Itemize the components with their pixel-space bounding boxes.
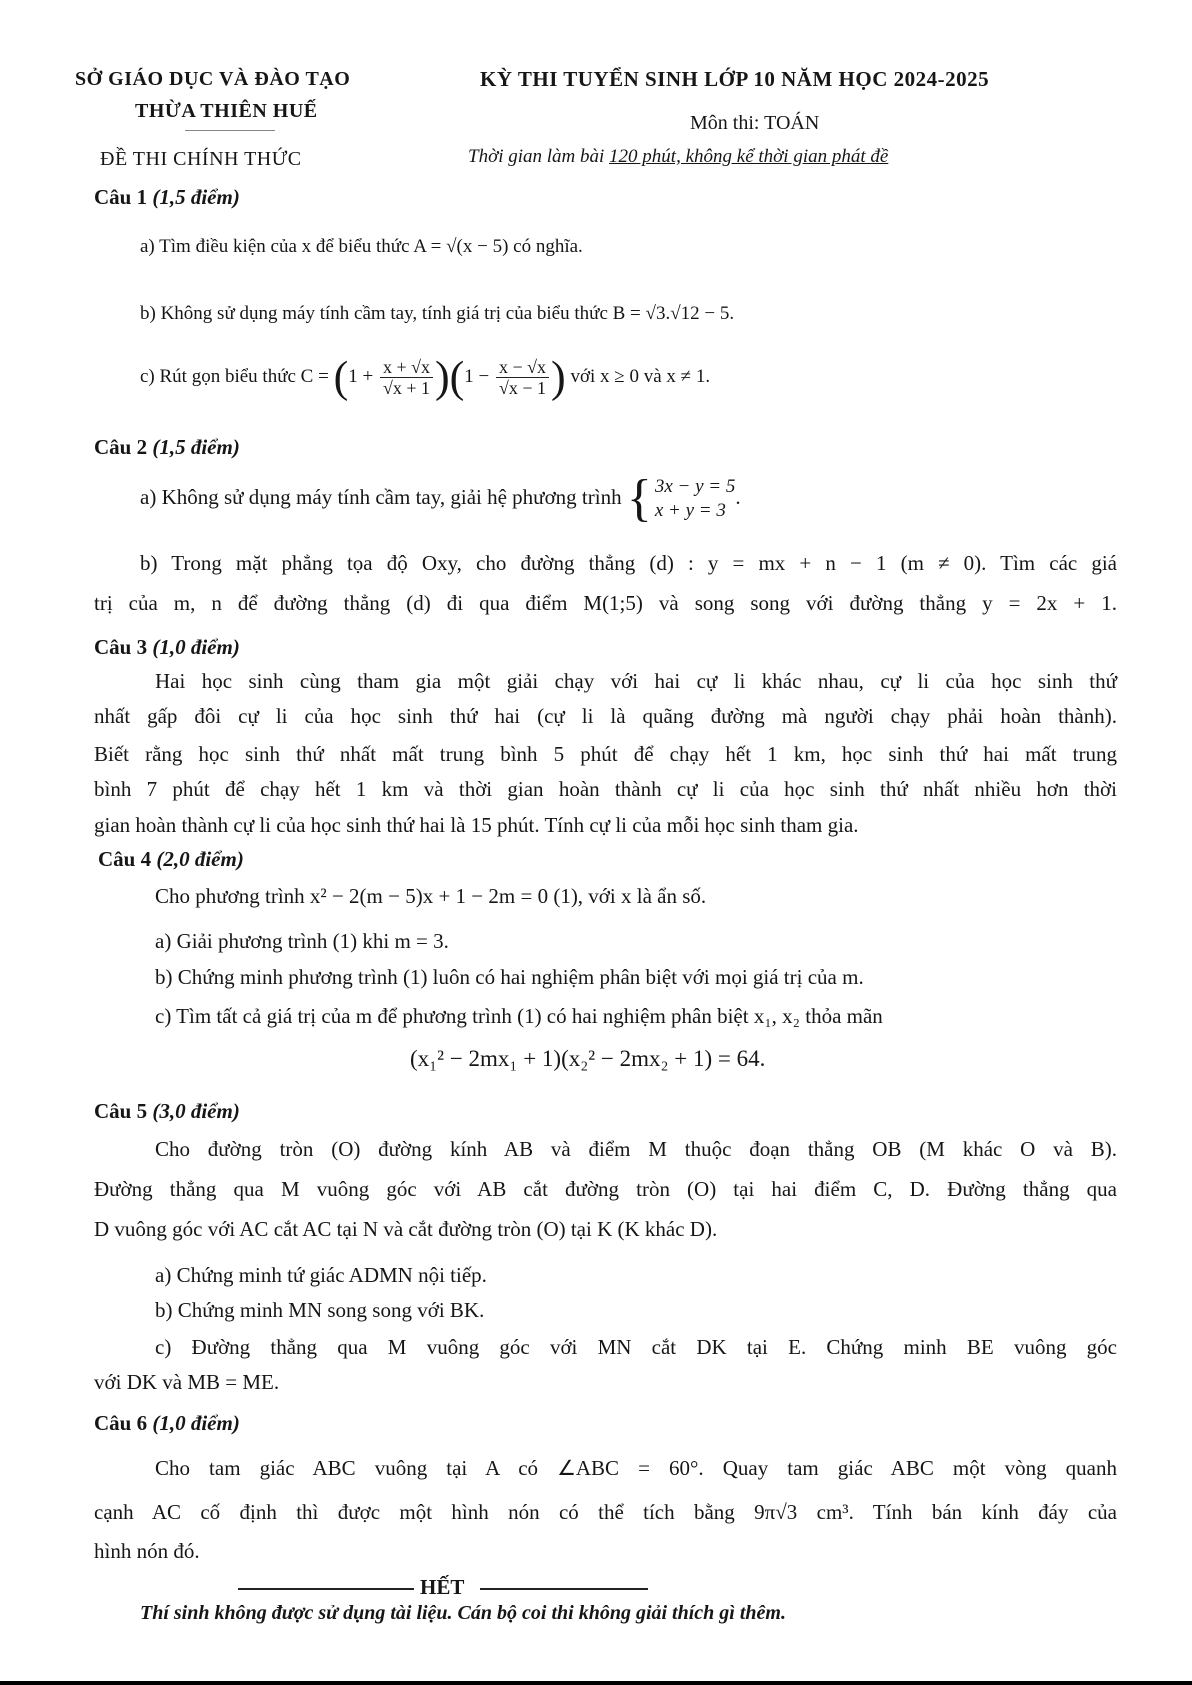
question-6-line: hình nón đó. [94, 1539, 200, 1563]
duration-value: 120 phút, không kể thời gian phát đề [609, 146, 889, 167]
end-rule-left [238, 1588, 414, 1590]
header-divider [185, 130, 275, 131]
fraction-1: $\frac{x + √x}{√x + 1}$ [380, 357, 433, 398]
question-4-heading: Câu 4 (2,0 điểm) [98, 847, 244, 871]
question-6-heading: Câu 6 (1,0 điểm) [94, 1411, 240, 1435]
duration-label: Thời gian làm bài [468, 146, 605, 167]
page-bottom-border [0, 1681, 1192, 1685]
end-rule-right [480, 1588, 648, 1590]
question-4b: b) Chứng minh phương trình (1) luôn có hai nghiệm phân biệt với mọi giá trị của m. [155, 965, 864, 989]
question-1-heading: Câu 1 (1,5 điểm) [94, 185, 240, 209]
fraction-2: $\frac{x - √x}{√x - 1}$ [496, 357, 549, 398]
question-6-line: Cho tam giác ABC vuông tại A có ∠ABC = 60°. Quay tam giác ABC một vòng quanh [155, 1456, 1117, 1480]
province-name: THỪA THIÊN HUẾ [135, 100, 318, 122]
question-2b-line-2: trị của m, n để đường thẳng (d) đi qua điểm M(1;5) và song song với đường thẳng y = 2x + 1. [94, 591, 1117, 615]
question-3-line: gian hoàn thành cự li của học sinh thứ hai là 15 phút. Tính cự li của mỗi học sinh tham gia. [94, 813, 859, 837]
question-2-heading: Câu 2 (1,5 điểm) [94, 435, 240, 459]
end-marker: HẾT [420, 1575, 465, 1599]
official-label: ĐỀ THI CHÍNH THỨC [100, 148, 302, 170]
question-4-intro: Cho phương trình x² − 2(m − 5)x + 1 − 2m = 0 (1), với x là ẩn số. [155, 884, 707, 908]
question-3-line: bình 7 phút để chạy hết 1 km và thời gian hoàn thành cự li của học sinh thứ nhất nhiều hơn thời [94, 777, 1117, 801]
exam-title: KỲ THI TUYỂN SINH LỚP 10 NĂM HỌC 2024-2025 [480, 67, 990, 91]
question-5b: b) Chứng minh MN song song với BK. [155, 1298, 485, 1322]
question-1c: c) Rút gọn biểu thức C = (1 + $\frac{x + √x}{√x + 1}$ )(1 − $\frac{x - √x}{√x - 1}$ ) với x ≥ 0 và x ≠ 1. [140, 352, 711, 402]
question-5a: a) Chứng minh tứ giác ADMN nội tiếp. [155, 1263, 487, 1287]
question-2b-line-1: b) Trong mặt phẳng tọa độ Oxy, cho đường thẳng (d) : y = mx + n − 1 (m ≠ 0). Tìm các giá [140, 551, 1117, 575]
question-5-heading: Câu 5 (3,0 điểm) [94, 1099, 240, 1123]
question-4c: c) Tìm tất cả giá trị của m để phương trình (1) có hai nghiệm phân biệt x₁, x₂ thỏa mãn [155, 1004, 883, 1028]
question-5-line: Cho đường tròn (O) đường kính AB và điểm M thuộc đoạn thẳng OB (M khác O và B). [155, 1137, 1117, 1161]
question-6-line: cạnh AC cố định thì được một hình nón có thể tích bằng 9π√3 cm³. Tính bán kính đáy của [94, 1500, 1117, 1524]
exam-duration [468, 144, 888, 170]
question-3-line: Hai học sinh cùng tham gia một giải chạy với hai cự li khác nhau, cự li của học sinh thứ [155, 669, 1117, 693]
question-3-line: Biết rằng học sinh thứ nhất mất trung bình 5 phút để chạy hết 1 km, học sinh thứ hai mất trung [94, 742, 1117, 766]
footer-note: Thí sinh không được sử dụng tài liệu. Cán bộ coi thi không giải thích gì thêm. [140, 1602, 786, 1624]
equation-system: { 3x − y = 5 x + y = 3 [626, 470, 736, 528]
question-4a: a) Giải phương trình (1) khi m = 3. [155, 929, 449, 953]
question-3-line: nhất gấp đôi cự li của học sinh thứ hai (cự li là quãng đường mà người chạy phải hoàn thành). [94, 704, 1117, 728]
question-5c-line-1: c) Đường thẳng qua M vuông góc với MN cắt DK tại E. Chứng minh BE vuông góc [155, 1335, 1117, 1359]
question-2a: a) Không sử dụng máy tính cầm tay, giải hệ phương trình { 3x − y = 5 x + y = 3 . [140, 470, 741, 528]
department-name: SỞ GIÁO DỤC VÀ ĐÀO TẠO [75, 68, 351, 90]
question-5c-line-2: với DK và MB = ME. [94, 1370, 280, 1394]
exam-subject: Môn thi: TOÁN [690, 112, 820, 134]
question-5-line: D vuông góc với AC cắt AC tại N và cắt đường tròn (O) tại K (K khác D). [94, 1217, 718, 1241]
question-4c-formula: (x₁² − 2mx₁ + 1)(x₂² − 2mx₂ + 1) = 64. [410, 1046, 766, 1071]
question-3-heading: Câu 3 (1,0 điểm) [94, 635, 240, 659]
question-1a: a) Tìm điều kiện của x để biểu thức A = √(x − 5) có nghĩa. [140, 236, 583, 257]
question-5-line: Đường thẳng qua M vuông góc với AB cắt đường tròn (O) tại hai điểm C, D. Đường thẳng qua [94, 1177, 1117, 1201]
question-1b: b) Không sử dụng máy tính cầm tay, tính giá trị của biểu thức B = √3.√12 − 5. [140, 303, 735, 324]
